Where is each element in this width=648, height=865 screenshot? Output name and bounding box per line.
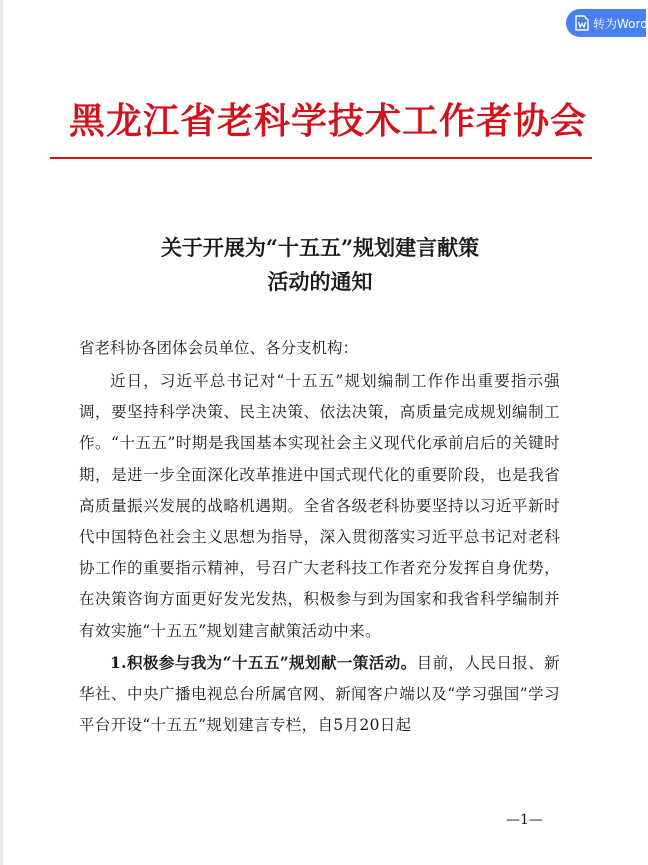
item-1-heading: 1.积极参与我为“十五五”规划献一策活动。 <box>110 652 417 672</box>
convert-button-label: 转为Word <box>593 16 648 31</box>
document-body <box>79 366 560 741</box>
convert-to-word-button[interactable] <box>566 9 646 37</box>
word-document-icon <box>575 15 589 31</box>
document-title-line-1: 关于开展为“十五五”规划建言献策 <box>160 235 480 260</box>
page-edge <box>0 0 3 865</box>
page-number: —1— <box>506 812 543 828</box>
body-paragraph-1: 近日，习近平总书记对“十五五”规划编制工作作出重要指示强调，要坚持科学决策、民主决策、依法决策，高质量完成规划编制工作。“十五五”时期是我国基本实现社会主义现代化承前启后的关键时期，是进一步全面深化改革推进中国式现代化的重要阶段，也是我省高质量振兴发展的战略机遇期。全省各级老科协要坚持以习近平新时代中国特色社会主义思想为指导，深入贯彻落实习近平总书记对老科协工作的重要指示精神，号召广大老科技工作者充分发挥自身优势，在决策咨询方面更好发光发热，积极参与到为国家和我省科学编制并有效实施“十五五”规划建言献策活动中来。 <box>79 372 560 640</box>
item-1-text: 目前，人民日报、新华社、中央广播电视总台所属官网、新闻客户端以及“学习强国”学习平台开设“十五五”规划建言专栏，自5月20日起 <box>79 653 560 735</box>
document-title-line-2: 活动的通知 <box>267 269 373 294</box>
salutation: 省老科协各团体会员单位、各分支机构： <box>79 339 359 357</box>
body-paragraph-2 <box>79 647 560 742</box>
letterhead-divider <box>50 157 592 159</box>
organization-letterhead: 黑龙江省老科学技术工作者协会 <box>68 100 587 142</box>
